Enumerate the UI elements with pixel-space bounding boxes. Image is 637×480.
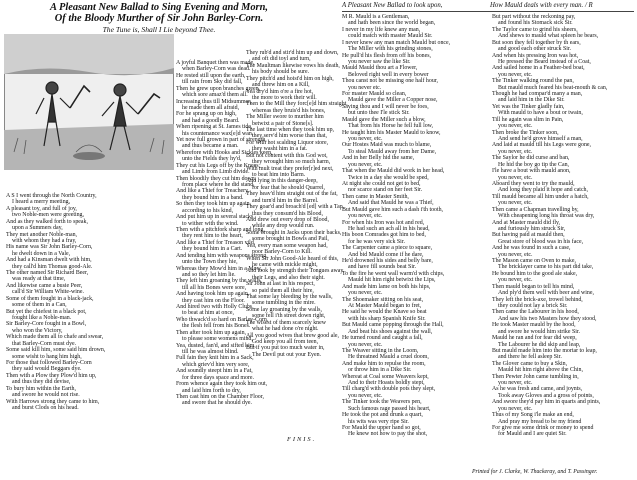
verse-line: For with hot scalding Liquor store, [246, 139, 329, 146]
verse-line: When ripening at St. James tide, [176, 124, 253, 131]
verse-line: you never, etc. [498, 277, 533, 284]
verse-line: and turn'd him in the Barrel. [252, 197, 319, 204]
verse-line: the more to work their will. [252, 94, 317, 101]
verse-line: But yet the chiefest in a black pot, [6, 308, 87, 315]
verse-line: poor Barley-Corn to Kill. [252, 249, 312, 256]
verse-line: M R. Mauld is a Gentleman, [342, 14, 410, 20]
verse-line: Though he had compar'd many a man, [492, 91, 583, 98]
verse-line: Thus of my Song i'le make an end, [492, 412, 574, 419]
verse-line: to please some womens mind, [182, 336, 253, 343]
verse-line: He bound him to the good ale stake, [492, 270, 578, 277]
verse-line: which griev'd him very sore, [182, 361, 250, 368]
verse-line: And sailed home in a Feather-bed boat, [492, 65, 585, 72]
verse-line: They heav'd him straight out of the fat, [246, 191, 338, 198]
verse-line: A S I went through the North Country, [6, 193, 97, 199]
verse-line: He turned round and caught a fall, [342, 335, 423, 342]
verse-line: And having took him up again, [176, 291, 250, 298]
verse-line: And like a Thief for Treachery, [176, 188, 250, 195]
verse-line: Whereas they Mow'd him in a Mow, [176, 265, 262, 272]
verse-line: and had a goodly Beard. [182, 117, 240, 124]
verse-line: They left the brick-axe, trowel behind, [492, 296, 583, 303]
verse-line: Yet was the Tinker gladly fain, [492, 103, 565, 110]
verse-line: till he was almost blind. [182, 348, 239, 355]
verse-line: and there he fell asleep Sir. [498, 354, 562, 361]
verse-line: I'le have a bout with mauld anon, [492, 168, 571, 175]
verse-line: they could not lay a brick Sir. [498, 302, 568, 309]
verse-line: He hid the boy go tip the Can, [498, 161, 570, 168]
verse-line: for three days space and more. [182, 374, 254, 381]
verse-line: and have fill sounds beat Sir. [348, 264, 417, 271]
verse-line: But soon they fell together by th ears, [492, 39, 581, 46]
verse-line: I never in my life knew any man, [342, 26, 421, 33]
right-title-left: A Pleasant New Ballad to look upon, [342, 2, 443, 9]
verse-line: His name was Sir John Barley-Corn, [6, 244, 93, 251]
verse-line: Sir John at last in his respect, [246, 281, 315, 288]
verse-line: For Mauld the upper hand so got, [342, 425, 421, 431]
verse-line: you never, etc. [498, 200, 533, 207]
verse-column-5 [492, 14, 607, 438]
verse-line: and burst Clods on his head. [12, 404, 79, 411]
verse-line: Who thwack'd so hard on Barley-Corn, [176, 316, 269, 323]
verse-line: And pray my bread to be my friend [498, 418, 582, 425]
verse-line: For he sprang up on high, [176, 111, 237, 118]
verse-line: Then broke the Tinker soon, [492, 129, 559, 136]
verse-line: So then they took him up again, [176, 201, 252, 208]
verse-line: Great store of blood was in his face, [498, 238, 584, 245]
verse-column-3 [246, 50, 348, 358]
verse-line: you never, etc. [498, 148, 533, 155]
verse-line: The Devil put out your Eyen. [252, 351, 322, 358]
verse-line: With cheapening long his throat was dry, [498, 213, 595, 220]
verse-line: and hath been since the world began, [348, 20, 436, 27]
verse-line: That some lay bleeding by the walls, [246, 294, 333, 301]
verse-line: they bound him in a Cart. [182, 246, 243, 253]
verse-line: The Glover came to buy a Skin, [492, 360, 568, 367]
verse-line: and swore that he should dye. [182, 400, 253, 407]
verse-line: they serv'd him worse than that, [252, 133, 328, 140]
verse-line: He threatned Mauld a cruel doom, [348, 354, 429, 361]
verse-line: When Sir John Good-Ale heard of this, [246, 255, 339, 262]
verse-line: Wherefore with Hooks and Sickles keen, [176, 149, 273, 156]
verse-line: Thou canst not be missing one half hour, [342, 78, 438, 85]
verse-line: and laid him in the Dike Sir. [498, 97, 565, 104]
verse-line: they call'd him Thomas good-Ale. [12, 263, 93, 270]
verse-line: And send he'd grove himself a man, [498, 136, 583, 143]
verse-line: who won the Victory, [12, 327, 63, 334]
verse-line: Then came the Labourer in his hood, [492, 309, 579, 316]
verse-line: But mauld made him into the mortar to leap, [492, 347, 597, 354]
verse-line: He'd drowned his sides and belly bare, [342, 258, 433, 265]
verse-line: And lying in this danger-deep, [246, 178, 318, 185]
verse-line: and furiously him struck Sir, [498, 225, 566, 232]
verse-line: for Mauld and I are quiet Sir. [498, 431, 567, 438]
verse-line: you never, etc. [348, 136, 383, 143]
verse-line: you never, etc. [348, 392, 383, 399]
verse-line: some fell i'th street down right, [252, 313, 326, 320]
verse-line: from place where he did stand, [182, 182, 255, 189]
verse-line: He took the pot and drunk a quart, [342, 412, 423, 419]
verse-line: Twice in a day she would be sped, [348, 174, 429, 181]
verse-line: That from his Horse he fell full low, [348, 123, 434, 130]
verse-line: And ply'd them well with beer and wine, [498, 290, 594, 297]
verse-line: And put him up in several stacks, [176, 214, 255, 221]
verse-line: And made him lame on both his hips, [342, 283, 431, 290]
verse-line: and found his Stomack sick Sir. [498, 20, 573, 27]
verse-line: That when the Mauld did work in her head, [342, 168, 445, 175]
verse-line: And soundly steept him in a Fat, [176, 368, 253, 375]
verse-line: They pitch'd and hoist'd him on high, [246, 75, 334, 82]
verse-line: They rub'd and stir'd him up and down, [246, 50, 339, 56]
verse-line: Yea dry'd him o're a fire hot, [246, 88, 314, 95]
left-ballad-title [4, 2, 314, 35]
verse-line: you never, etc. [498, 174, 533, 181]
verse-line: For those that followed Barley-Corn [6, 359, 92, 366]
verse-line: They met another Noble-man, [6, 231, 77, 238]
verse-line: He took Master mauld by the hood, [492, 322, 576, 329]
verse-line: fought like a Noble-man. [12, 315, 72, 322]
verse-line: And at Master mauld did fly, [492, 219, 561, 226]
verse-line: He pressed the Beard instead of a Coat, [498, 58, 591, 65]
verse-line: Mauld gave the Miller such a blow, [342, 116, 426, 123]
verse-line: He said he would the Knave so beat [342, 309, 427, 316]
verse-line: upon a Summers day, [12, 225, 63, 232]
verse-line: And hired two with Holly Clubs, [176, 304, 254, 311]
verse-line: they bound him in a band. [182, 194, 244, 201]
verse-line: The Tinker walking round the pan, [492, 78, 574, 85]
verse-line: Some lay groaning by the walls, [246, 306, 322, 313]
verse-line: A pleasant toy, and full of joy, [6, 205, 77, 212]
verse-line: Mauld hit him right above the Chin, [498, 367, 583, 374]
verse-line: To bury him within the Earth, [6, 385, 76, 392]
verse-line: Then Pewter John came tumbling in, [492, 373, 579, 380]
verse-line: And said that Mauld he was a Thief, [348, 200, 434, 207]
verse-line: that Barley-Corn must dye. [12, 340, 77, 347]
verse-line: you never, etc. [498, 71, 533, 78]
verse-line: Yea, every man some weapon had, [246, 242, 328, 249]
verse-line: And tending him with weapons strong, [176, 252, 268, 259]
verse-line: And long they plaid it hope and catch, [498, 187, 588, 194]
verse-line: and swore he would him strike Sir. [498, 328, 580, 335]
verse-line: Till he again was slim in Pain, [492, 116, 564, 123]
verse-line: All you good wives that brew good ale, [246, 332, 339, 339]
verse-line: his countenance wax[e]d wan, [182, 130, 254, 137]
verse-line: And beat his shoes against the wall, [348, 328, 433, 335]
verse-line: Such famous rage passed his heart, [348, 405, 431, 412]
verse-line: The bricklayer came to his part did take, [498, 264, 594, 271]
verse-line: Increasing thus till Midsummer, [176, 98, 252, 105]
verse-line: Then after took him up again, [176, 329, 247, 336]
verse-line: he dwelt down in a Vale, [12, 250, 71, 257]
verse-line: To steal Mauld away from her Dame, [348, 148, 437, 155]
verse-line: Mauld gave the Miller a Copper nose, [348, 97, 438, 104]
verse-line: Then came a Chapman travelling by, [492, 206, 579, 213]
verse-line: As he was fresh and came, and joynts, [492, 386, 583, 393]
verse-line: They goar'd and broach'd [ed] with a Tap, [246, 204, 345, 211]
verse-line: Saying thou and I will never be foes, [342, 103, 429, 110]
verse-line: The Weaver sitting in the Loom, [342, 347, 419, 354]
verse-column-1 [6, 193, 105, 411]
verse-line: Some brought in Jacks upon their backs, [246, 229, 342, 236]
verse-line: you never, etc. [498, 380, 533, 387]
verse-line: nor scarce stand on her feet Sir. [348, 187, 423, 194]
verse-line: To the fire he went wall warm'd with chips, [342, 270, 445, 277]
verse-line: which sore amaz'd them all. [182, 92, 248, 99]
verse-line: And laid at mauld till his Legs were gone, [492, 142, 591, 149]
verse-line: you never saw the like Sir. [348, 58, 411, 65]
verse-line: with his sharp Spanish Knife Sir. [348, 315, 426, 322]
verse-line: they washt him in a fat. [252, 146, 308, 153]
verse-line: The Shoemaker sitting on his seat, [342, 296, 424, 303]
tune-line: The Tune is, Shall I Lie beyond Thee. [102, 25, 216, 34]
verse-line: till rain from Sky did fall, [182, 79, 243, 86]
verse-line: you never, etc. [348, 213, 383, 220]
verse-line: From whence again they took him out, [176, 381, 268, 388]
verse-line: his body should be sure. [252, 69, 310, 76]
verse-line: They cut his Legs off by the Knees, [176, 162, 260, 169]
verse-line: Mauld Mauld thou art a Flower, [342, 65, 418, 72]
verse-line: And as they walked forth to speak, [6, 218, 88, 225]
verse-line: they wrought him so much harm, [252, 159, 331, 166]
verse-line: you never etc. [348, 84, 382, 91]
verse-line: whereas they bruis'd his bones, [252, 107, 326, 114]
verse-line: some tumbling in the mire. [252, 300, 316, 307]
verse-line: Then he grew upon branches green, [176, 85, 261, 92]
verse-line: and Limb from Limb divide. [182, 169, 250, 176]
verse-line: The Maultman likewise vows his death, [246, 62, 340, 69]
verse-line: And bid Mauld come if he dare, [348, 251, 424, 258]
verse-line: I never knew any man match Mauld but once, [342, 39, 451, 46]
verse-line: And like a Thief for Treason vild, [176, 239, 256, 246]
verse-line: The Labourer he did skip and leap, [498, 341, 581, 348]
verse-line: But Mauld gave him such a dash i'th tooth, [342, 206, 444, 213]
verse-line: you never, etc. [498, 123, 533, 130]
verse-line: while any drop would run. [252, 223, 315, 230]
verse-line: The other named Sir Richard Beer, [6, 270, 89, 277]
title-divider [342, 11, 634, 12]
verse-line: betwixt a pair of Stone[s]. [252, 120, 314, 127]
verse-line: And make him to repulse the room, [342, 360, 426, 367]
verse-line: The Carpenter came a piece to square, [342, 245, 433, 252]
verse-line: for fear that he should Quarrel, [252, 184, 325, 191]
verse-line: and thus became a man. [182, 143, 239, 150]
finis-label: FINIS. [287, 436, 317, 443]
verse-line: when Barley-Corn was dead. [182, 66, 251, 73]
verse-line: I heard a merry meeting, [12, 199, 71, 206]
verse-line: and threw him on a Kill, [252, 82, 310, 89]
verse-line: he made them all afraid, [182, 104, 240, 111]
verse-line: Till charg'd with double pots they slept, [342, 386, 436, 393]
verse-line: his wits was very ripe Sir. [348, 418, 409, 425]
verse-line: And in her Belly hid the same, [342, 155, 415, 162]
verse-line: he came with mickle might, [252, 261, 318, 268]
verse-line: But part without the reckoning pay, [492, 14, 576, 20]
verse-line: God keep you all from teen, [252, 338, 319, 345]
verse-line: Whereat at Coal some Weavers kept, [342, 373, 429, 380]
verse-line: A joyful Banquet then was made, [176, 60, 255, 66]
verse-line: you never, etc. [348, 290, 383, 297]
verse-line: some wisht to hang him high, [12, 353, 82, 360]
verse-line: He taught him his Master Mauld to know, [342, 129, 441, 136]
verse-line: Mauld hit him right betwixt the Lips, [348, 277, 436, 284]
verse-line: call'd Sir William White-wine. [12, 289, 84, 296]
verse-line: the flesh fell from his Bones. [182, 323, 251, 330]
verse-line: For when his Iron was hot and red, [342, 219, 425, 226]
title-line-2: Of the Bloody Murther of Sir John Barley-Corn. [54, 13, 264, 24]
verse-line: And swore they'd pay him in quarts and pints, [492, 399, 601, 406]
verse-line: He rested still upon the earth, [176, 72, 246, 79]
woodcut-illustration-icon [4, 34, 174, 170]
verse-line: Beloved right well in every bower [348, 71, 429, 78]
verse-line: Then cast him on the Chamber Floor, [176, 393, 264, 400]
verse-line: Then to the Mill they forc[e]d him straight, [246, 101, 348, 108]
verse-line: With Harrows strong they came to him, [6, 398, 100, 405]
verse-line: Then came in Master Smith, [342, 193, 409, 200]
verse-line: For give me some drink or money to spend [492, 425, 594, 431]
verse-line: for he was very sick Sir. [348, 238, 405, 245]
verse-line: And he was found in such a case, [492, 245, 571, 252]
verse-line: you never, etc. [498, 405, 533, 412]
verse-line: Aboard they went to try the mauld, [492, 180, 575, 187]
verse-line: Till mauld became all him under a hatch, [492, 193, 589, 200]
verse-line: they cast him on the Floor. [182, 297, 245, 304]
verse-line: thus they consum'd his Blood, [252, 210, 323, 217]
verse-line: and good each other struck Sir. [498, 46, 571, 53]
verse-line: The Mason came on Oven to make, [492, 258, 576, 265]
verse-line: Then with a Plow they Plow'd him up, [6, 372, 97, 379]
verse-line: till all his Bones were sore, [182, 284, 247, 291]
verse-line: some of them in a Can, [12, 302, 67, 309]
verse-line: The Miller swore to murther him [246, 114, 324, 121]
verse-line: With mult treat they prefer[r]ed next, [246, 165, 334, 172]
verse-line: so paid them all their hire, [252, 287, 314, 294]
verse-line: For master Mauld so clean, [342, 91, 407, 98]
verse-line: The last time when they took him up, [246, 127, 335, 134]
verse-line: unto the Town they hie, [182, 259, 238, 266]
verse-line: They left him groaning by the walls, [176, 278, 262, 285]
verse-line: their Legs, and also their sight. [252, 274, 325, 281]
verse-line: but unto thee I'le stick Sir. [348, 110, 410, 117]
verse-line: Mauld he ran and for fear did weep, [492, 335, 577, 342]
verse-line: to wither with the wind. [182, 220, 239, 227]
verse-line: you never, etc. [348, 161, 383, 168]
verse-line: The Taylor came to grind his sheers, [492, 26, 578, 33]
verse-column-4 [342, 14, 450, 438]
verse-line: And when his pressing Iron was hot, [492, 52, 579, 59]
verse-line: But not content with this God wot, [246, 152, 328, 159]
verse-line: they said would Beggars dye. [12, 366, 82, 373]
verse-line: And drew out every drop of Blood, [246, 216, 329, 223]
title-line-1: A Pleasant New Ballad to Sing Evening and Morn, [50, 2, 268, 13]
verse-line: Some of them fought in a black-jack, [6, 295, 94, 302]
verse-line: With mauld to have a bout or twain, [498, 110, 583, 117]
verse-line: could match with master Mauld Sir. [348, 33, 433, 40]
verse-line: Our Hostes Maid was much to blame, [342, 142, 432, 149]
verse-line: He pull'd his flesh from off his bones, [342, 52, 431, 59]
verse-line: And saw his two Masters how they stood, [498, 315, 597, 322]
verse-line: The Tinker took the Weavers pen, [342, 399, 422, 406]
verse-line: But having paid at mauld then, [492, 232, 565, 239]
verse-line: At night she could not get to bed, [342, 180, 421, 187]
verse-line: and thus they did devise, [12, 379, 71, 386]
verse-line: At Master Mauld began to fret, [348, 302, 422, 309]
verse-line: He knew not how to pay the shot, [348, 431, 428, 438]
verse-line: Some said kill him, some said him drown, [6, 347, 106, 354]
verse-line: His boon Comrades got him to bed, [342, 232, 426, 239]
verse-line: and so they let him lie. [182, 271, 236, 278]
verse-line: to beat him into Barm. [252, 172, 306, 179]
verse-line: two Noble-men were greeting, [12, 212, 84, 219]
verse-line: Then with a pitchfork sharp and long, [176, 226, 265, 233]
verse-line: what he had done o're night. [252, 326, 319, 333]
verse-line: Yet now full grown in part of strength, [176, 137, 267, 144]
verse-line: and swore he would not rise. [12, 392, 80, 399]
verse-line: He had such an ach all in his head, [348, 225, 430, 232]
verse-line: unto the Fields they hy'd, [182, 156, 242, 163]
verse-line: Then bloodily they cut him down, [176, 175, 257, 182]
verse-line: But if you put too much water in, [246, 345, 325, 352]
verse-line: according to his kind, [182, 207, 234, 214]
verse-line: And had a Kinsman dwelt with him, [6, 257, 92, 264]
verse-line: And likewise came a busie Peer, [6, 282, 83, 289]
verse-line: The wisest of them scarcely knew [246, 319, 326, 326]
verse-line: with whom they had a fray, [12, 237, 77, 244]
verse-line: The Saylor he did curse and ban, [492, 155, 570, 162]
verse-line: Yea, dusted, fan'd, and sifted him, [176, 342, 256, 349]
verse-line: And took by strength their Tongues away, [246, 268, 345, 275]
verse-line: or throw him in a Dike Sir. [348, 367, 412, 374]
verse-line: Sir Barley-Core fought in a Bowl, [6, 321, 87, 328]
verse-line: and laid him forth to dry, [182, 387, 241, 394]
verse-line: some brought in Bowls and Pail, [252, 236, 329, 243]
verse-line: Full fain they knit him in a Sack, [176, 355, 254, 362]
verse-line: you never, etc. [348, 341, 383, 348]
printer-imprint: Printed for J. Clarke, W. Thackeray, and T. Passinger. [472, 469, 598, 475]
right-title-right: How Mauld deals with every man. / R [490, 2, 593, 9]
verse-line: The Miller with his grinding stones, [348, 46, 433, 53]
verse-line: But Mauld came popping through the Hall, [342, 322, 444, 329]
verse-line: And shews to mauld what spleen he bears, [498, 33, 599, 40]
verse-line: to beat at him at once, [182, 310, 235, 317]
verse-line: was ready at that time, [12, 276, 66, 283]
verse-line: they rent him to the heart, [182, 233, 243, 240]
verse-line: Took away Gloves and a gross of points, [498, 392, 594, 399]
verse-line: And to their Hoasts boldly stept, [348, 380, 425, 387]
verse-line: Then mauld began to tell his mind, [492, 283, 575, 290]
verse-line: and oft did toyl and turn, [252, 56, 311, 63]
verse-line: Which made them all to chafe and swear, [6, 334, 104, 341]
verse-line: But mauld much feared his beat-mouth & can, [498, 84, 608, 91]
verse-line: you never, etc. [498, 251, 533, 258]
